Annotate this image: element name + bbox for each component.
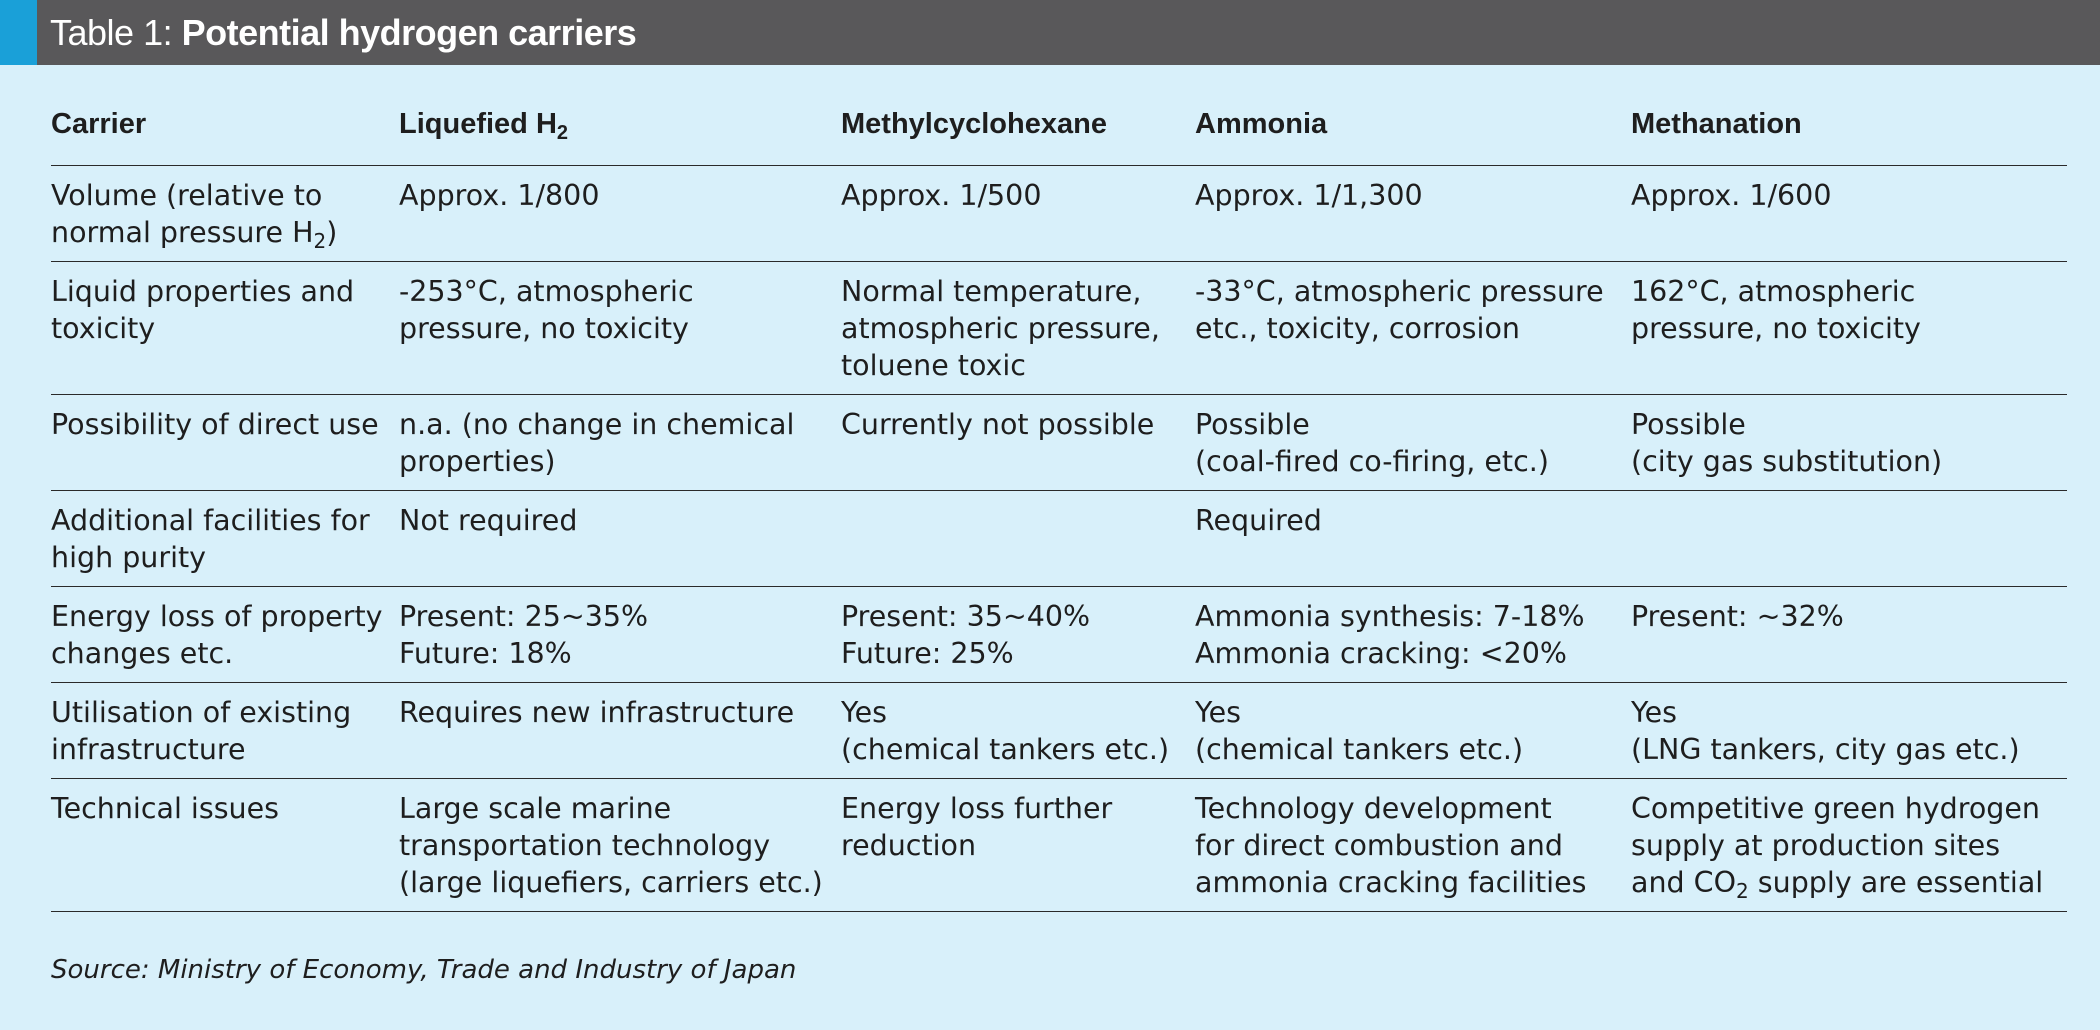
cell-methanation	[1631, 587, 2067, 683]
cell-text: Present: ~32%	[1631, 600, 1844, 633]
cell-text: Additional facilities for high purity	[51, 504, 370, 574]
header-text: Carrier	[51, 108, 147, 140]
cell-subscript: 2	[313, 229, 327, 253]
cell-text: Required	[1195, 504, 1322, 537]
cell-methanation	[1631, 491, 2067, 587]
cell-text: Possible (city gas substitution)	[1631, 408, 1943, 478]
cell-methanation	[1631, 262, 2067, 395]
header-methylcyclohexane	[841, 94, 1195, 166]
cell-text: Present: 35~40% Future: 25%	[841, 600, 1091, 670]
cell-ammonia	[1195, 166, 1631, 262]
cell-methanation	[1631, 683, 2067, 779]
cell-text: Present: 25~35% Future: 18%	[399, 600, 649, 670]
cell-methylcyclohexane	[841, 262, 1195, 395]
cell-liquefied-h2	[399, 587, 841, 683]
cell-text: )	[326, 216, 338, 249]
table-title-name: Potential hydrogen carriers	[181, 12, 637, 53]
cell-text: Yes (chemical tankers etc.)	[841, 696, 1170, 766]
cell-subscript: 2	[1736, 879, 1749, 903]
row-label	[51, 587, 399, 683]
header-ammonia	[1195, 94, 1631, 166]
cell-text: Technical issues	[51, 792, 279, 825]
table-row	[51, 395, 2067, 491]
cell-methylcyclohexane	[841, 491, 1195, 587]
cell-text: Technology development for direct combustion and ammonia cracking facilities	[1195, 792, 1587, 899]
row-label	[51, 166, 399, 262]
carriers-table	[51, 94, 2067, 912]
cell-methylcyclohexane	[841, 395, 1195, 491]
source-note: Source: Ministry of Economy, Trade and Industry of Japan	[51, 955, 797, 985]
cell-text: n.a. (no change in chemical properties)	[399, 408, 795, 478]
cell-text: Yes (chemical tankers etc.)	[1195, 696, 1524, 766]
cell-liquefied-h2	[399, 262, 841, 395]
cell-text: Large scale marine transportation technology (large liquefiers, carriers etc.)	[399, 792, 823, 899]
header-subscript: 2	[556, 122, 569, 144]
cell-text: Approx. 1/1,300	[1195, 179, 1423, 212]
cell-text: Possible (coal-fired co-firing, etc.)	[1195, 408, 1549, 478]
cell-text: supply are essential	[1748, 866, 2044, 899]
cell-text: Not required	[399, 504, 578, 537]
cell-text: Possibility of direct use	[51, 408, 379, 441]
row-label	[51, 779, 399, 912]
header-text: Methanation	[1631, 108, 1802, 140]
cell-text: Energy loss further reduction	[841, 792, 1113, 862]
cell-methylcyclohexane	[841, 683, 1195, 779]
table-row	[51, 683, 2067, 779]
title-bar	[0, 0, 2100, 65]
cell-liquefied-h2	[399, 779, 841, 912]
table-header	[51, 94, 2067, 166]
table-row	[51, 491, 2067, 587]
cell-liquefied-h2	[399, 683, 841, 779]
table-title-label: Table 1:	[50, 12, 173, 53]
row-label	[51, 683, 399, 779]
row-label	[51, 262, 399, 395]
table-body	[51, 166, 2067, 912]
cell-ammonia	[1195, 587, 1631, 683]
title-accent	[0, 0, 37, 65]
cell-ammonia	[1195, 262, 1631, 395]
cell-text: Volume (relative to normal pressure H	[51, 179, 323, 249]
row-label	[51, 491, 399, 587]
cell-liquefied-h2	[399, 395, 841, 491]
table-row	[51, 166, 2067, 262]
cell-methylcyclohexane	[841, 166, 1195, 262]
header-methanation	[1631, 94, 2067, 166]
table-row	[51, 779, 2067, 912]
header-text: Liquefied H	[399, 108, 557, 140]
cell-text: Normal temperature, atmospheric pressure, toluene toxic	[841, 275, 1160, 382]
table-title	[50, 0, 636, 65]
cell-text: Requires new infrastructure	[399, 696, 795, 729]
cell-liquefied-h2	[399, 491, 841, 587]
cell-methylcyclohexane	[841, 779, 1195, 912]
header-row	[51, 94, 2067, 166]
header-liquefied-h2	[399, 94, 841, 166]
cell-ammonia	[1195, 779, 1631, 912]
cell-liquefied-h2	[399, 166, 841, 262]
row-label	[51, 395, 399, 491]
cell-text: Competitive green hydrogen supply at production sites and CO	[1631, 792, 2040, 899]
cell-text: Liquid properties and toxicity	[51, 275, 355, 345]
cell-text: Yes (LNG tankers, city gas etc.)	[1631, 696, 2020, 766]
table-row	[51, 262, 2067, 395]
header-text: Ammonia	[1195, 108, 1328, 140]
header-carrier	[51, 94, 399, 166]
cell-text: Utilisation of existing infrastructure	[51, 696, 352, 766]
cell-text: Currently not possible	[841, 408, 1155, 441]
cell-text: -253°C, atmospheric pressure, no toxicity	[399, 275, 694, 345]
cell-methanation	[1631, 166, 2067, 262]
cell-text: 162°C, atmospheric pressure, no toxicity	[1631, 275, 1921, 345]
cell-text: Ammonia synthesis: 7-18% Ammonia cracking: <20%	[1195, 600, 1585, 670]
cell-text: Energy loss of property changes etc.	[51, 600, 383, 670]
cell-ammonia	[1195, 395, 1631, 491]
cell-methanation	[1631, 395, 2067, 491]
cell-methylcyclohexane	[841, 587, 1195, 683]
cell-text: Approx. 1/500	[841, 179, 1042, 212]
cell-text: -33°C, atmospheric pressure etc., toxicity, corrosion	[1195, 275, 1604, 345]
cell-methanation	[1631, 779, 2067, 912]
cell-text: Approx. 1/600	[1631, 179, 1832, 212]
cell-ammonia	[1195, 683, 1631, 779]
table-row	[51, 587, 2067, 683]
header-text: Methylcyclohexane	[841, 108, 1107, 140]
cell-ammonia	[1195, 491, 1631, 587]
cell-text: Approx. 1/800	[399, 179, 600, 212]
